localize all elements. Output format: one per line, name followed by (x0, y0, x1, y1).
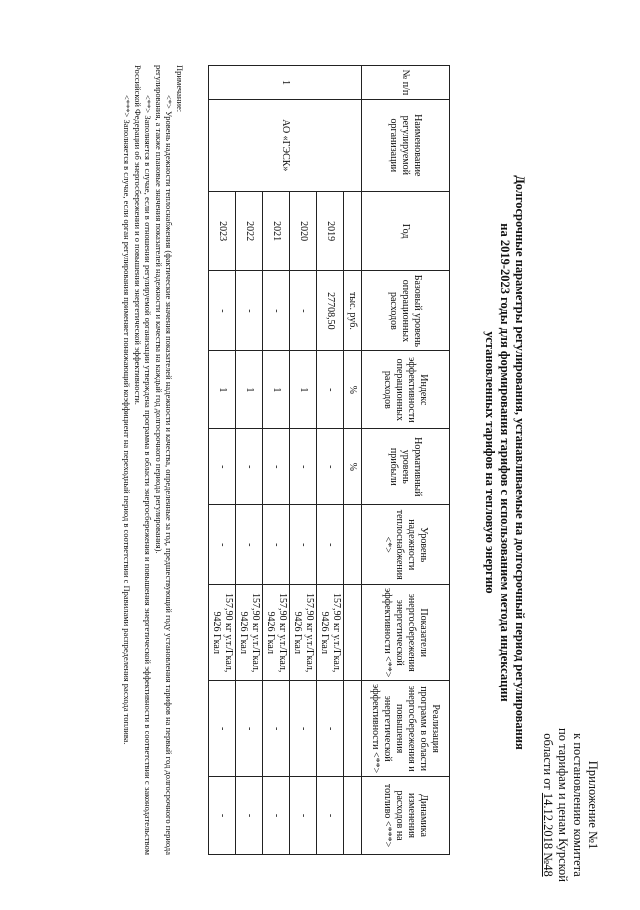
profit-cell: - (236, 429, 263, 505)
org-cell: АО «ГЭСК» (209, 99, 362, 191)
base-cell: - (263, 271, 290, 351)
document-title (482, 95, 527, 830)
profit-cell: - (317, 429, 344, 505)
title-line1: Долгосрочные параметры регулирования, устанавливаемые на долгосрочный период регулирования (513, 175, 527, 750)
header-year: Год (362, 191, 450, 271)
parameters-table (208, 65, 450, 855)
unit-base: тыс. руб. (344, 271, 362, 351)
appendix-line4 (540, 700, 555, 910)
index-cell: - (317, 351, 344, 429)
note-energy: <**> Заполняется в случае, если в отношении регулируемой организации утверждена программа в области энергосбережения и повышения энергетической эффективности в соответствии с законодательством Российской Федерации об энергосбережении и о повышении энергетической эффективности. (133, 65, 154, 855)
appendix-line2: к постановлению комитета (571, 733, 585, 877)
year-cell: 2020 (290, 191, 317, 271)
dynamics-cell: - (209, 777, 236, 855)
dynamics-cell: - (317, 777, 344, 855)
profit-cell: - (209, 429, 236, 505)
header-energy: Показатели энергосбережения энергетической эффективности <**> (362, 585, 450, 681)
title-line3: установленных тарифов на тепловую энергию (483, 331, 497, 594)
header-base: Базовый уровень операционных расходов (362, 271, 450, 351)
base-cell: - (209, 271, 236, 351)
header-reliability: Уровень надежности теплоснабжения <*> (362, 505, 450, 585)
notes-heading: Примечание: (175, 65, 185, 113)
header-index: Индекс эффективности операционных расходов (362, 351, 450, 429)
year-cell: 2022 (236, 191, 263, 271)
dynamics-cell: - (263, 777, 290, 855)
reliability-cell: - (209, 505, 236, 585)
index-cell: 1 (236, 351, 263, 429)
program-cell: - (236, 681, 263, 777)
note-fuel: <***> Заполняется в случае, если орган регулирования применяет понижающий коэффициент на переходный период в соответствии с Правилами распределения расхода топлива. (122, 95, 133, 745)
profit-cell: - (290, 429, 317, 505)
profit-cell: - (263, 429, 290, 505)
title-line2: на 2019-2023 годы для формирования тарифов с использованием метода индексации (498, 223, 512, 702)
unit-program (344, 681, 362, 777)
appendix-line3: по тарифам и ценам Курской (556, 728, 570, 882)
header-profit: Нормативный уровень прибыли (362, 429, 450, 505)
dynamics-cell: - (290, 777, 317, 855)
index-cell: 1 (263, 351, 290, 429)
header-num: № п/п (362, 66, 450, 100)
appendix-doc-ref: 14.12.2018 №48 (541, 792, 555, 877)
table-units-row (344, 66, 362, 855)
year-cell: 2019 (317, 191, 344, 271)
header-dynamics: Динамика изменения расходов на топливо <***> (362, 777, 450, 855)
unit-dynamics (344, 777, 362, 855)
reliability-cell: - (263, 505, 290, 585)
unit-year (344, 191, 362, 271)
num-cell: 1 (209, 66, 362, 100)
note-reliability: <*> Уровень надежности теплоснабжения (фактические значения показателей надежности и качества, определенные за год, предшествующий году установления тарифов на первый год долгосрочного периода регулирования, а также плановые значения показателей надежности и качества на каждый год долгосрочного периода регулирования). (154, 65, 175, 855)
index-cell: 1 (290, 351, 317, 429)
year-cell: 2021 (263, 191, 290, 271)
index-cell: 1 (209, 351, 236, 429)
table-header-row (362, 66, 450, 855)
energy-cell: 157,90 кг у.т./Гкал, 9426 Гкал (290, 585, 317, 681)
unit-energy (344, 585, 362, 681)
appendix-line1: Приложение №1 (586, 760, 600, 850)
header-org: Наименование регулируемой организации (362, 99, 450, 191)
program-cell: - (263, 681, 290, 777)
energy-cell: 157,90 кг у.т./Гкал, 9426 Гкал (263, 585, 290, 681)
energy-cell: 157,90 кг у.т./Гкал, 9426 Гкал (236, 585, 263, 681)
reliability-cell: - (317, 505, 344, 585)
base-cell: - (236, 271, 263, 351)
program-cell: - (317, 681, 344, 777)
dynamics-cell: - (236, 777, 263, 855)
unit-index: % (344, 351, 362, 429)
appendix-header (540, 700, 600, 910)
notes-section (122, 65, 185, 855)
year-cell: 2023 (209, 191, 236, 271)
header-program: Реализация программ в области энергосбережения и повышения энергетической эффективности <**> (362, 681, 450, 777)
base-cell: - (290, 271, 317, 351)
unit-reliability (344, 505, 362, 585)
energy-cell: 157,90 кг у.т./Гкал, 9426 Гкал (317, 585, 344, 681)
reliability-cell: - (290, 505, 317, 585)
base-cell: 27708,50 (317, 271, 344, 351)
reliability-cell: - (236, 505, 263, 585)
program-cell: - (290, 681, 317, 777)
program-cell: - (209, 681, 236, 777)
unit-profit: % (344, 429, 362, 505)
appendix-line4-prefix: области от (541, 733, 555, 793)
energy-cell: 157,90 кг у.т./Гкал, 9426 Гкал (209, 585, 236, 681)
